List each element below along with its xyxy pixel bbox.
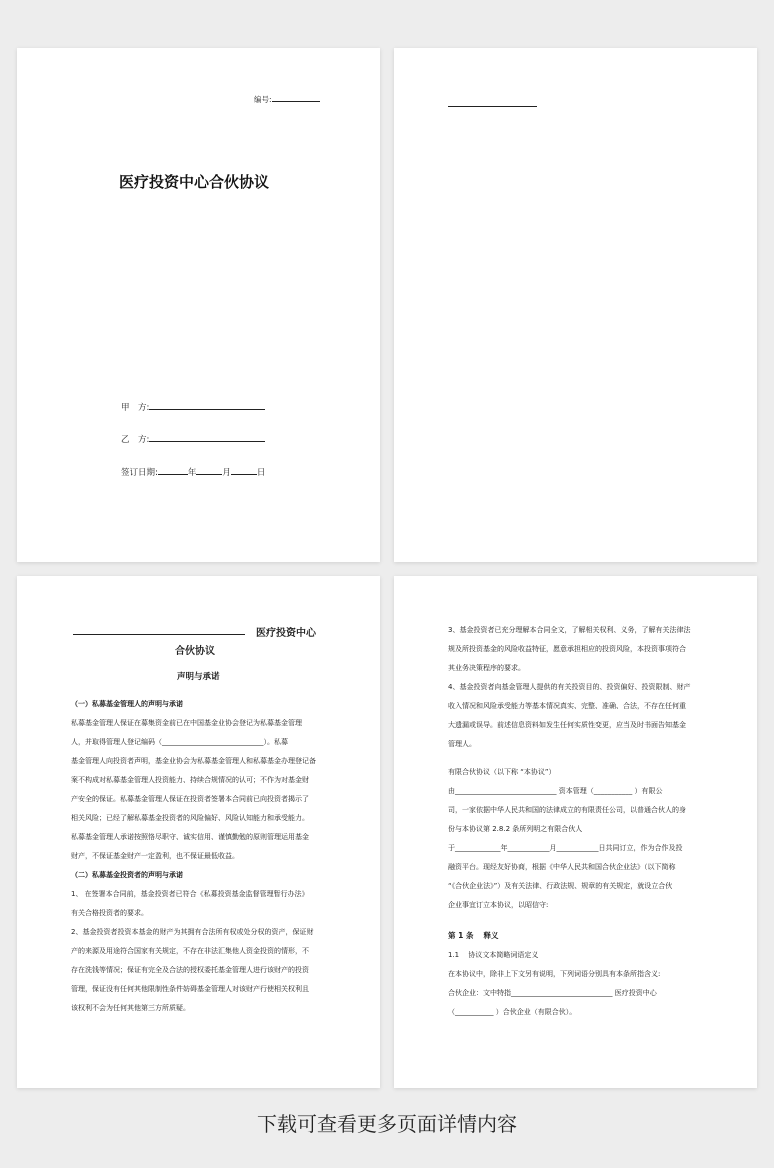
para-line: 管理，保证没有任何其他限制性条件妨碍基金管理人对该财产行使相关权利且 bbox=[71, 985, 309, 993]
para-line: 份与本协议第 2.8.2 条所列明之有限合伙人 bbox=[448, 825, 583, 833]
cover-title: 医疗投资中心合伙协议 bbox=[119, 173, 270, 191]
heading-right: 医疗投资中心 bbox=[256, 628, 316, 639]
para-line: 产安全的保证。私募基金管理人保证在投资者签署本合同前已向投资者揭示了 bbox=[71, 795, 309, 803]
article-heading: 第 1 条 释义 bbox=[448, 931, 499, 940]
download-prompt[interactable]: 下载可查看更多页面详情内容 bbox=[257, 1112, 517, 1136]
para-line: 于_____________年____________月____________日共同订立，作为合作及投 bbox=[448, 844, 683, 852]
para-line: 收入情况和风险承受能力等基本情况真实、完整、准确、合法，不存在任何重 bbox=[448, 702, 686, 710]
page-declaration bbox=[17, 576, 380, 1088]
para-line: 大遗漏或误导。前述信息资料如发生任何实质性变更，应当及时书面告知基金 bbox=[448, 721, 686, 729]
para-line: “《合伙企业法》”）及有关法律、行政法规、规章的有关规定，就设立合伙 bbox=[448, 882, 673, 890]
para-line: 私募基金管理人承诺按照恪尽职守、诚实信用、谨慎勤勉的原则管理运用基金 bbox=[71, 833, 309, 841]
year-blank bbox=[158, 465, 188, 475]
party-b-label: 乙 方: bbox=[121, 435, 150, 445]
para-line: 1、 在签署本合同前，基金投资者已符合《私募投资基金监督管理暂行办法》 bbox=[71, 890, 309, 898]
para-line: 存在洗钱等情况；保证有完全及合法的授权委托基金管理人进行该财产的投资 bbox=[71, 966, 309, 974]
para-line: 规及所投资基金的风险收益特征，愿意承担相应的投资风险，本投资事项符合 bbox=[448, 645, 686, 653]
para-line: 1.1 协议文本简略词语定义 bbox=[448, 951, 539, 959]
party-a-blank bbox=[149, 400, 265, 410]
para-line: 由_____________________________ 资本管理（___________ ）有限公 bbox=[448, 787, 663, 795]
day-blank bbox=[231, 465, 257, 475]
declaration-body bbox=[71, 695, 316, 1018]
heading-blank bbox=[73, 634, 245, 635]
para-line: 融资平台。现经友好协商，根据《中华人民共和国合伙企业法》（以下简称 bbox=[448, 863, 676, 871]
para-line: 人，并取得管理人登记编码（_____________________________）。私募 bbox=[71, 738, 288, 746]
para-line: 3、基金投资者已充分理解本合同全文，了解相关权利、义务，了解有关法律法 bbox=[448, 626, 691, 634]
para-line: 企业事宜订立本协议，以昭信守: bbox=[448, 901, 549, 909]
para-line: 基金管理人向投资者声明，基金业协会为私募基金管理人和私募基金办理登记备 bbox=[71, 757, 316, 765]
para-line: 该权利不会为任何其他第三方所质疑。 bbox=[71, 1004, 190, 1012]
para-line: 4、基金投资者向基金管理人提供的有关投资目的、投资偏好、投资限制、财产 bbox=[448, 683, 691, 691]
party-b-field bbox=[121, 432, 265, 445]
section-title: 声明与承诺 bbox=[177, 672, 220, 682]
para-line: 有关合格投资者的要求。 bbox=[71, 909, 148, 917]
para-line: 合伙企业：文中特指_____________________________ 医疗投资中心 bbox=[448, 989, 657, 997]
para-line: 在本协议中，除非上下文另有说明，下列词语分别具有本条所指含义: bbox=[448, 970, 661, 978]
page-agreement bbox=[394, 576, 757, 1088]
para-line: 相关风险；已经了解私募基金投资者的风险偏好、风险认知能力和承受能力。 bbox=[71, 814, 309, 822]
contract-number-blank bbox=[272, 92, 320, 102]
para-line: 2、基金投资者投资本基金的财产为其拥有合法所有权或处分权的资产，保证财 bbox=[71, 928, 314, 936]
sign-date-label: 签订日期: bbox=[121, 468, 158, 478]
para-line: 其业务决策程序的要求。 bbox=[448, 664, 525, 672]
party-a-field bbox=[121, 400, 265, 413]
agreement-intro bbox=[448, 763, 686, 915]
para-line: 私募基金管理人保证在募集资金前已在中国基金业协会登记为私募基金管理 bbox=[71, 719, 302, 727]
definitions bbox=[448, 946, 660, 1022]
heading-line2: 合伙协议 bbox=[175, 646, 215, 657]
page-blank bbox=[394, 48, 757, 562]
para-line: 有限合伙协议（以下称 “本协议”） bbox=[448, 768, 556, 776]
para-line: 司，一家依据中华人民共和国的法律成立的有限责任公司，以普通合伙人的身 bbox=[448, 806, 686, 814]
year-label: 年 bbox=[187, 468, 197, 478]
month-label: 月 bbox=[222, 468, 231, 478]
para-line: 产的来源及用途符合国家有关规定，不存在非法汇集他人资金投资的情形，不 bbox=[71, 947, 309, 955]
party-a-label: 甲 方: bbox=[121, 403, 150, 413]
party-b-blank bbox=[149, 432, 265, 442]
para-line: （___________ ）合伙企业（有限合伙）。 bbox=[448, 1008, 577, 1016]
para-line: 财产，不保证基金财产一定盈利，也不保证最低收益。 bbox=[71, 852, 239, 860]
contract-number-label: 编号: bbox=[254, 95, 272, 104]
subheading-manager: （一）私募基金管理人的声明与承诺 bbox=[71, 700, 183, 708]
page-cover bbox=[17, 48, 380, 562]
page2-line bbox=[448, 106, 537, 107]
sign-date-field bbox=[121, 465, 265, 478]
para-line: 案不构成对私募基金管理人投资能力、持续合规情况的认可；不作为对基金财 bbox=[71, 776, 309, 784]
month-blank bbox=[196, 465, 222, 475]
investor-terms bbox=[448, 621, 690, 754]
para-line: 管理人。 bbox=[448, 740, 476, 748]
subheading-investor: （二）私募基金投资者的声明与承诺 bbox=[71, 871, 183, 879]
day-label: 日 bbox=[256, 468, 266, 478]
contract-number bbox=[254, 92, 320, 105]
